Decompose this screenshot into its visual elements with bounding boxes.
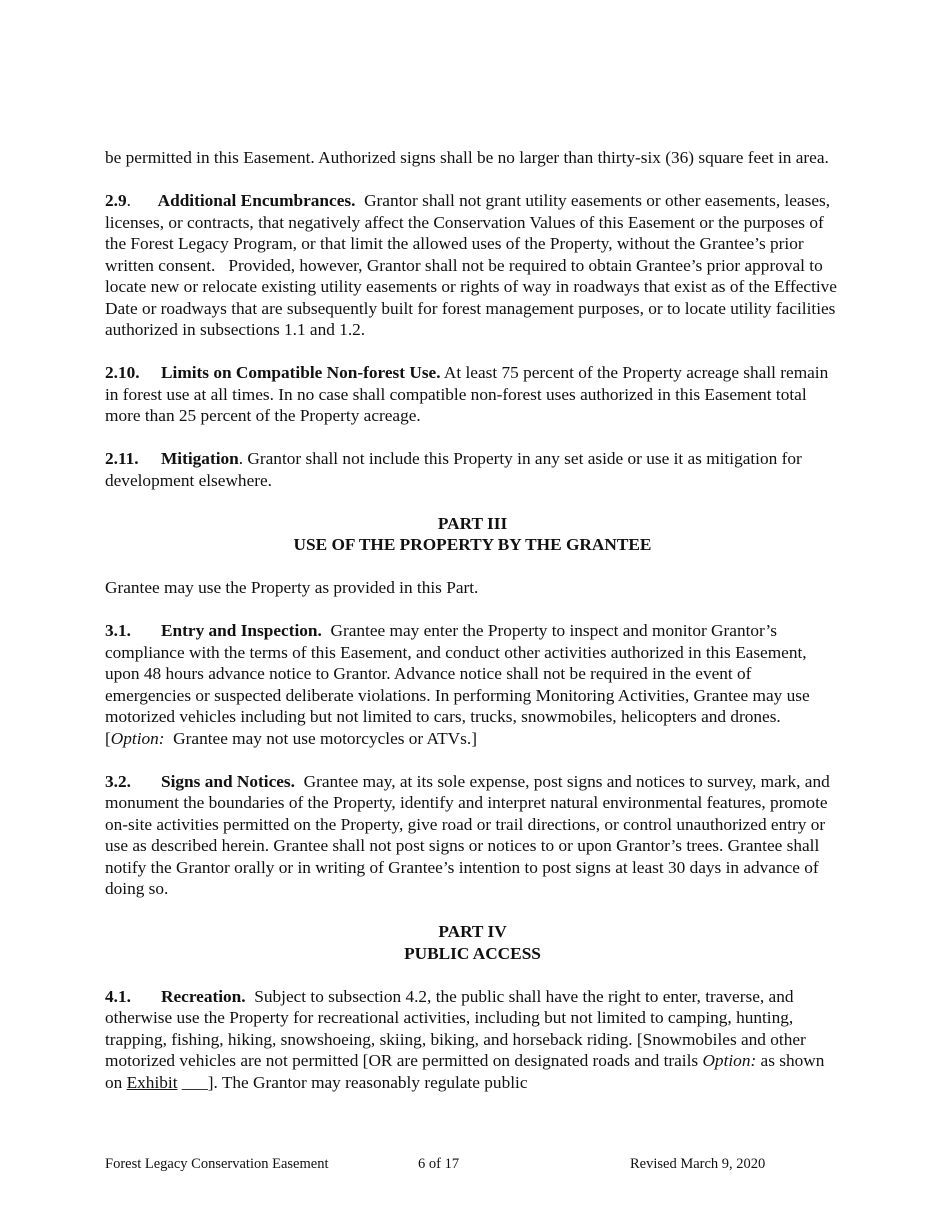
section-4-1-heading: Recreation. — [161, 986, 246, 1006]
section-3-1-option: Option: — [110, 728, 165, 748]
part-3-intro-text: Grantee may use the Property as provided in this Part. — [105, 578, 479, 597]
section-3-2 — [105, 771, 840, 900]
section-2-11 — [105, 448, 840, 491]
part-3-intro — [105, 577, 840, 599]
section-2-11-body: . Grantor shall not include this Property in any set aside or use it as mitigation for development elsewhere. — [105, 449, 802, 490]
page-body — [105, 147, 840, 1115]
footer-revision-date: Revised March 9, 2020 — [630, 1156, 766, 1172]
section-4-1 — [105, 986, 840, 1094]
section-2-9 — [105, 190, 840, 341]
section-3-2-heading: Signs and Notices. — [161, 771, 295, 791]
section-2-9-number: 2.9 — [105, 191, 127, 210]
section-2-11-number: 2.11. — [105, 449, 139, 468]
part-3-subtitle: USE OF THE PROPERTY BY THE GRANTEE — [293, 535, 652, 554]
section-4-1-mid: as shown on — [105, 1051, 829, 1092]
part-4-heading — [105, 921, 840, 964]
section-3-1-number: 3.1. — [105, 621, 131, 640]
section-3-2-number: 3.2. — [105, 771, 131, 791]
section-4-1-option: Option: — [702, 1051, 757, 1070]
section-2-9-heading: Additional Encumbrances. — [157, 191, 356, 210]
section-2-11-heading: Mitigation — [161, 449, 239, 468]
footer-document-title: Forest Legacy Conservation Easement — [105, 1156, 329, 1172]
section-4-1-tail: ___]. The Grantor may reasonably regulate public — [177, 1072, 528, 1092]
section-2-10 — [105, 362, 840, 427]
section-4-1-body: Subject to subsection 4.2, the public shall have the right to enter, traverse, and otherwise use the Property for recreational activities, including but not limited to camping, hunting, trapping, fishing, hiking, snowshoeing, skiing, biking, and horseback riding. [Snowmobiles and other motorized vehicles are not permitted [OR are permitted on designated roads and trails — [105, 986, 811, 1070]
part-3-heading — [105, 513, 840, 556]
section-3-2-body: Grantee may, at its sole expense, post signs and notices to survey, mark, and monument the boundaries of the Property, identify and interpret natural environmental features, promote on-site activities permitted on the Property, give road or trail directions, or control unauthorized entry or use as described herein. Grantee shall not post signs or notices to or upon Grantor’s trees. Grantee shall notify the Grantor orally or in writing of Grantee’s intention to post signs at least 30 days in advance of doing so. — [105, 771, 835, 898]
section-3-1-body: Grantee may enter the Property to inspect and monitor Grantor’s compliance with the terms of this Easement, and conduct other activities authorized in this Easement, upon 48 hours advance notice to Grantor. Advance notice shall not be required in the event of emergencies or suspected deliberate violations. In performing Monitoring Activities, Grantee may use motorized vehicles including but not limited to cars, trucks, snowmobiles, helicopters and drones. [ — [105, 621, 814, 748]
section-2-9-dot: . — [126, 191, 131, 210]
section-2-10-number: 2.10. — [105, 363, 140, 382]
section-3-1-tail: Grantee may not use motorcycles or ATVs.] — [164, 728, 477, 748]
footer-page-number: 6 of 17 — [418, 1156, 460, 1172]
part-3-title: PART III — [437, 513, 508, 533]
section-4-1-number: 4.1. — [105, 986, 131, 1006]
part-4-subtitle: PUBLIC ACCESS — [404, 943, 541, 963]
section-3-1 — [105, 620, 840, 749]
intro-paragraph — [105, 147, 840, 169]
part-4-title: PART IV — [438, 922, 507, 941]
section-2-10-heading: Limits on Compatible Non-forest Use. — [161, 363, 441, 382]
intro-text: be permitted in this Easement. Authorized signs shall be no larger than thirty-six (36) square feet in area. — [105, 148, 829, 167]
section-2-10-body: At least 75 percent of the Property acreage shall remain in forest use at all times. In no case shall compatible non-forest uses authorized in this Easement total more than 25 percent of the Property acreage. — [105, 363, 829, 425]
section-4-1-exhibit: Exhibit — [126, 1072, 178, 1092]
page-footer — [105, 1156, 840, 1174]
section-2-9-body: Grantor shall not grant utility easements or other easements, leases, licenses, or contracts, that negatively affect the Conservation Values of this Easement or the purposes of the Forest Legacy Program, or that limit the allowed uses of the Property, without the Grantee’s prior written consent. Provided, however, Grantor shall not be required to obtain Grantee’s prior approval to locate new or relocate existing utility easements or rights of way in roadways that exist as of the Effective Date or roadways that are subsequently built for forest management purposes, or to locate utility facilities authorized in subsections 1.1 and 1.2. — [105, 191, 842, 339]
section-3-1-heading: Entry and Inspection. — [161, 621, 322, 640]
